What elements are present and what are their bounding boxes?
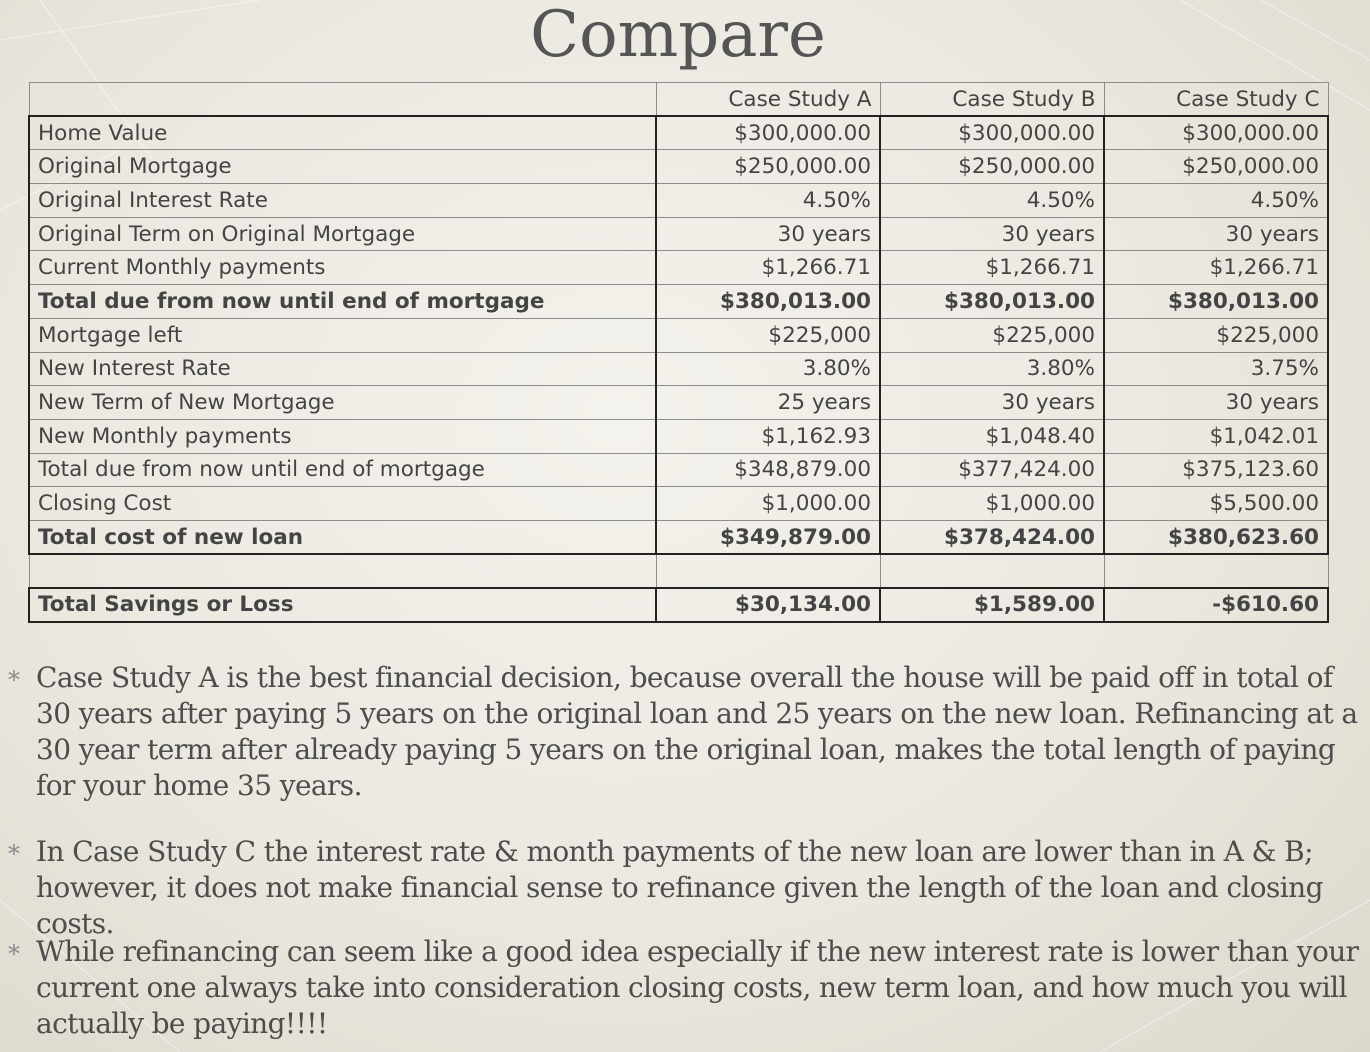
spacer-cell — [880, 554, 1104, 588]
table-row — [29, 520, 1328, 554]
cell-b: $1,266.71 — [880, 251, 1104, 285]
row-label: Total cost of new loan — [29, 520, 656, 554]
header-blank-cell — [29, 83, 656, 117]
cell-b: $1,000.00 — [880, 487, 1104, 521]
cell-b: $1,589.00 — [880, 588, 1104, 622]
cell-c: 30 years — [1104, 386, 1328, 420]
cell-a: $349,879.00 — [656, 520, 880, 554]
cell-a: $250,000.00 — [656, 150, 880, 184]
cell-c: $380,013.00 — [1104, 285, 1328, 319]
row-label: Original Mortgage — [29, 150, 656, 184]
spacer-cell — [29, 554, 656, 588]
table-row — [29, 217, 1328, 251]
header-case-study-b: Case Study B — [880, 83, 1104, 117]
cell-a: $300,000.00 — [656, 116, 880, 150]
row-label: New Term of New Mortgage — [29, 386, 656, 420]
row-label: New Interest Rate — [29, 352, 656, 386]
cell-c: 4.50% — [1104, 184, 1328, 218]
cell-b: 3.80% — [880, 352, 1104, 386]
cell-c: $300,000.00 — [1104, 116, 1328, 150]
cell-a: 4.50% — [656, 184, 880, 218]
cell-b: 30 years — [880, 217, 1104, 251]
cell-b: $378,424.00 — [880, 520, 1104, 554]
cell-a: 30 years — [656, 217, 880, 251]
bullet-text: In Case Study C the interest rate & month payments of the new loan are lower than in A & B; however, it does not make financial sense to refinance given the length of the loan and closing costs. — [36, 835, 1323, 940]
row-label: Total Savings or Loss — [29, 588, 656, 622]
table-row — [29, 453, 1328, 487]
bullet-marker-icon: * — [8, 940, 20, 968]
row-label: Mortgage left — [29, 318, 656, 352]
table-row — [29, 352, 1328, 386]
cell-c: -$610.60 — [1104, 588, 1328, 622]
table-spacer-row — [29, 554, 1328, 588]
total-savings-row — [29, 588, 1328, 622]
table-row — [29, 184, 1328, 218]
bullet-text: While refinancing can seem like a good idea especially if the new interest rate is lower than your current one always take into consideration closing costs, new term loan, and how much you will actually be paying!!!! — [36, 935, 1359, 1040]
cell-b: 4.50% — [880, 184, 1104, 218]
cell-c: $380,623.60 — [1104, 520, 1328, 554]
cell-c: $1,042.01 — [1104, 419, 1328, 453]
row-label: Original Term on Original Mortgage — [29, 217, 656, 251]
page-title: Compare — [530, 0, 826, 72]
cell-a: 25 years — [656, 386, 880, 420]
row-label: Closing Cost — [29, 487, 656, 521]
cell-c: $250,000.00 — [1104, 150, 1328, 184]
table-row — [29, 487, 1328, 521]
table-row — [29, 150, 1328, 184]
header-case-study-c: Case Study C — [1104, 83, 1328, 117]
header-case-study-a: Case Study A — [656, 83, 880, 117]
table-row — [29, 318, 1328, 352]
spacer-cell — [1104, 554, 1328, 588]
cell-a: $348,879.00 — [656, 453, 880, 487]
cell-b: $377,424.00 — [880, 453, 1104, 487]
cell-b: $250,000.00 — [880, 150, 1104, 184]
table-row — [29, 251, 1328, 285]
cell-c: 30 years — [1104, 217, 1328, 251]
table-row — [29, 386, 1328, 420]
cell-c: $5,500.00 — [1104, 487, 1328, 521]
table-row — [29, 419, 1328, 453]
cell-c: $375,123.60 — [1104, 453, 1328, 487]
row-label: New Monthly payments — [29, 419, 656, 453]
cell-c: $1,266.71 — [1104, 251, 1328, 285]
bullet-text: Case Study A is the best financial decision, because overall the house will be paid off in total of 30 years after paying 5 years on the original loan and 25 years on the new loan. Refinancing at a 30 year term after already paying 5 years on the original loan, makes the total length of paying for your home 35 years. — [36, 661, 1358, 802]
table-row — [29, 285, 1328, 319]
cell-a: $380,013.00 — [656, 285, 880, 319]
table-header-row — [29, 83, 1328, 117]
cell-b: $380,013.00 — [880, 285, 1104, 319]
row-label: Total due from now until end of mortgage — [29, 285, 656, 319]
cell-b: $1,048.40 — [880, 419, 1104, 453]
cell-a: $30,134.00 — [656, 588, 880, 622]
bullet-marker-icon: * — [8, 666, 20, 694]
cell-b: $300,000.00 — [880, 116, 1104, 150]
cell-a: $225,000 — [656, 318, 880, 352]
cell-c: $225,000 — [1104, 318, 1328, 352]
row-label: Total due from now until end of mortgage — [29, 453, 656, 487]
cell-a: $1,000.00 — [656, 487, 880, 521]
cell-c: 3.75% — [1104, 352, 1328, 386]
row-label: Original Interest Rate — [29, 184, 656, 218]
row-label: Current Monthly payments — [29, 251, 656, 285]
row-label: Home Value — [29, 116, 656, 150]
cell-a: 3.80% — [656, 352, 880, 386]
bullet-marker-icon: * — [8, 840, 20, 868]
cell-a: $1,162.93 — [656, 419, 880, 453]
cell-a: $1,266.71 — [656, 251, 880, 285]
cell-b: $225,000 — [880, 318, 1104, 352]
spacer-cell — [656, 554, 880, 588]
cell-b: 30 years — [880, 386, 1104, 420]
comparison-table — [28, 82, 1329, 623]
table-row — [29, 116, 1328, 150]
